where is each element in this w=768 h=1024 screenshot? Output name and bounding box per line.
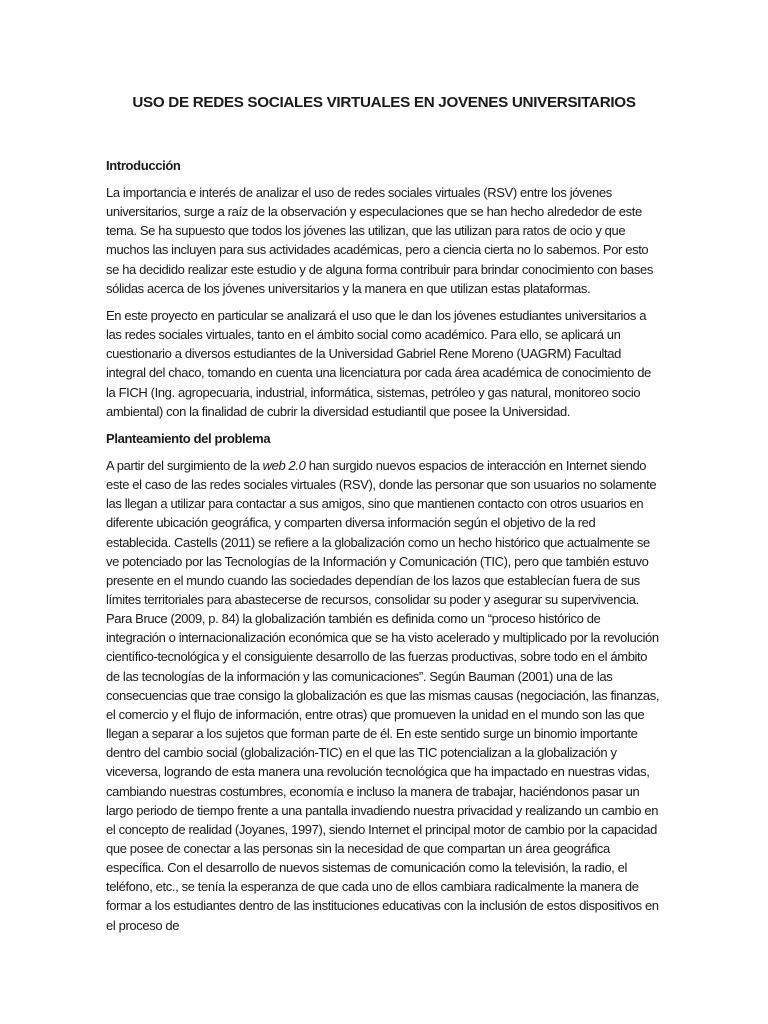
- problem-paragraph: [106, 456, 662, 935]
- section-heading-planteamiento: Planteamiento del problema: [106, 430, 271, 446]
- section-heading-introduccion: Introducción: [106, 158, 181, 173]
- intro-paragraph-2: En este proyecto en particular se analizará el uso que le dan los jóvenes estudiantes universitarios a las redes sociales virtuales, tanto en el ámbito social como académico. Para ello, se aplicará un cuestionario a diversos estudiantes de la Universidad Gabriel Rene Moreno (UAGRM) Facultad integral del chaco, tomando en cuenta una licenciatura por cada área académica de conocimiento de la FICH (Ing. agropecuaria, industrial, informática, sistemas, petróleo y gas natural, monitoreo socio ambiental) con la finalidad de cubrir la diversidad estudiantil que posee la Universidad.: [106, 307, 651, 419]
- intro-paragraph-1: La importancia e interés de analizar el uso de redes sociales virtuales (RSV) entre los jóvenes universitarios, surge a raíz de la observación y especulaciones que se han hecho alrededor de este tema. Se ha supuesto que todos los jóvenes las utilizan, que las utilizan para ratos de ocio y que muchos las incluyen para sus actividades académicas, pero a ciencia cierta no lo sabemos. Por esto se ha decidido realizar este estudio y de alguna forma contribuir para brindar conocimiento con bases sólidas acerca de los jóvenes universitarios y la manera en que utilizan estas plataformas.: [106, 185, 653, 296]
- web-2-term: web 2.0: [262, 457, 306, 473]
- document-title: USO DE REDES SOCIALES VIRTUALES EN JOVENES UNIVERSITARIOS: [132, 94, 636, 111]
- problem-paragraph-body: han surgido nuevos espacios de interacción en Internet siendo este el caso de las redes sociales virtuales (RSV), donde las personar que son usuarios no solamente las llegan a utilizar para contactar a sus amigos, sino que mantienen contacto con otros usuarios en diferente ubicación geográfica, y comparten diversa información según el objetivo de la red establecida. Castells (2011) se refiere a la globalización como un hecho histórico que actualmente se ve potenciado por las Tecnologías de la Información y Comunicación (TIC), pero que también estuvo presente en el mundo cuando las sociedades dependían de los lazos que establecían fuera de sus límites territoriales para abastecerse de recursos, consolidar su poder y asegurar su supervivencia. Para Bruce (2009, p. 84) la globalización también es definida como un “proceso histórico de integración o internacionalización económica que se ha visto acelerado y multiplicado por la revolución científico-tecnológica y el consiguiente desarrollo de las fuerzas productivas, sobre todo en el ámbito de las tecnologías de la información y las comunicaciones”. Según Bauman (2001) una de las consecuencias que trae consigo la globalización es que las mismas causas (negociación, las finanzas, el comercio y el flujo de información, entre otras) que promueven la unidad en el mundo son las que llegan a separar a los sujetos que forman parte de él. En este sentido surge un binomio importante dentro del cambio social (globalización-TIC) en el que las TIC potencializan a la globalización y viceversa, logrando de esta manera una revolución tecnológica que ha impactado en nuestras vidas, cambiando nuestras costumbres, economía e incluso la manera de trabajar, haciéndonos pasar un largo periodo de tiempo frente a una pantalla invadiendo nuestra privacidad y realizando un cambio en el concepto de realidad (Joyanes, 1997), siendo Internet el principal motor de cambio por la capacidad que posee de conectar a las personas sin la necesidad de que compartan un área geográfica específica. Con el desarrollo de nuevos sistemas de comunicación como la televisión, la radio, el teléfono, etc., se tenía la esperanza de que cada uno de ellos cambiara radicalmente la manera de formar a los estudiantes dentro de las instituciones educativas con la inclusión de estos dispositivos en el proceso de: [106, 457, 660, 933]
- problem-paragraph-lead: A partir del surgimiento de la: [106, 457, 263, 473]
